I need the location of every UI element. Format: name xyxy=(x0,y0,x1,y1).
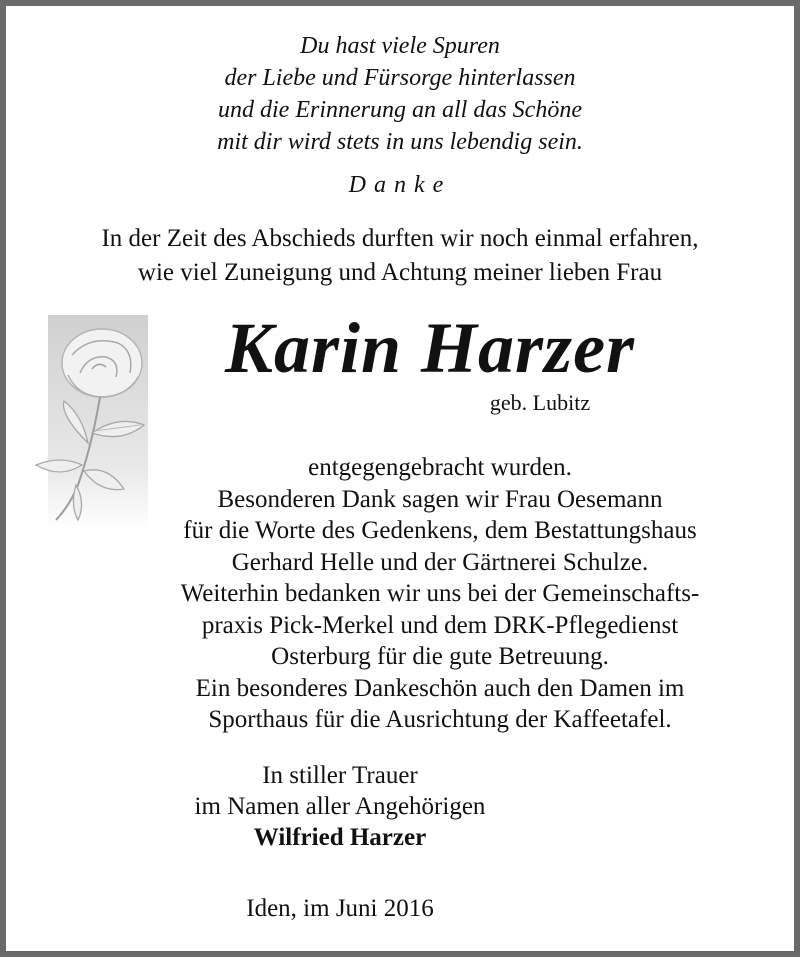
birth-name: geb. Lubitz xyxy=(489,390,591,415)
poem xyxy=(0,30,800,158)
thanks-line: Ein besonderes Dankeschön auch den Damen im xyxy=(195,674,685,702)
signer-name: Wilfried Harzer xyxy=(253,824,427,851)
intro-line: wie viel Zuneigung und Achtung meiner lieben Frau xyxy=(137,259,663,286)
thanks-line: Sporthaus für die Ausrichtung der Kaffeetafel. xyxy=(208,706,672,733)
thanks-line: Osterburg für die gute Betreuung. xyxy=(271,643,609,670)
place-date: Iden, im Juni 2016 xyxy=(246,895,434,922)
signoff-line: im Namen aller Angehörigen xyxy=(194,793,486,820)
intro-text xyxy=(0,222,800,290)
thanks-text xyxy=(80,452,800,736)
thanks-line: entgegengebracht wurden. xyxy=(308,454,572,481)
thanks-line: Weiterhin bedanken wir uns bei der Gemeinschafts- xyxy=(180,580,700,607)
poem-line: Du hast viele Spuren xyxy=(300,33,500,59)
deceased-name: Karin Harzer xyxy=(224,308,636,388)
danke-heading: Danke xyxy=(348,172,452,198)
thanks-line: praxis Pick-Merkel und dem DRK-Pflegedienst xyxy=(201,611,679,639)
signoff xyxy=(0,760,740,853)
poem-line: mit dir wird stets in uns lebendig sein. xyxy=(217,129,583,155)
poem-line: und die Erinnerung an all das Schöne xyxy=(218,97,582,123)
thanks-line: Besonderen Dank sagen wir Frau Oesemann xyxy=(217,485,663,513)
signoff-line: In stiller Trauer xyxy=(262,762,418,789)
thanks-line: Gerhard Helle und der Gärtnerei Schulze. xyxy=(231,548,649,576)
intro-line: In der Zeit des Abschieds durften wir noch einmal erfahren, xyxy=(101,225,699,252)
poem-line: der Liebe und Fürsorge hinterlassen xyxy=(224,65,576,91)
thanks-line: für die Worte des Gedenkens, dem Bestattungshaus xyxy=(183,517,697,544)
